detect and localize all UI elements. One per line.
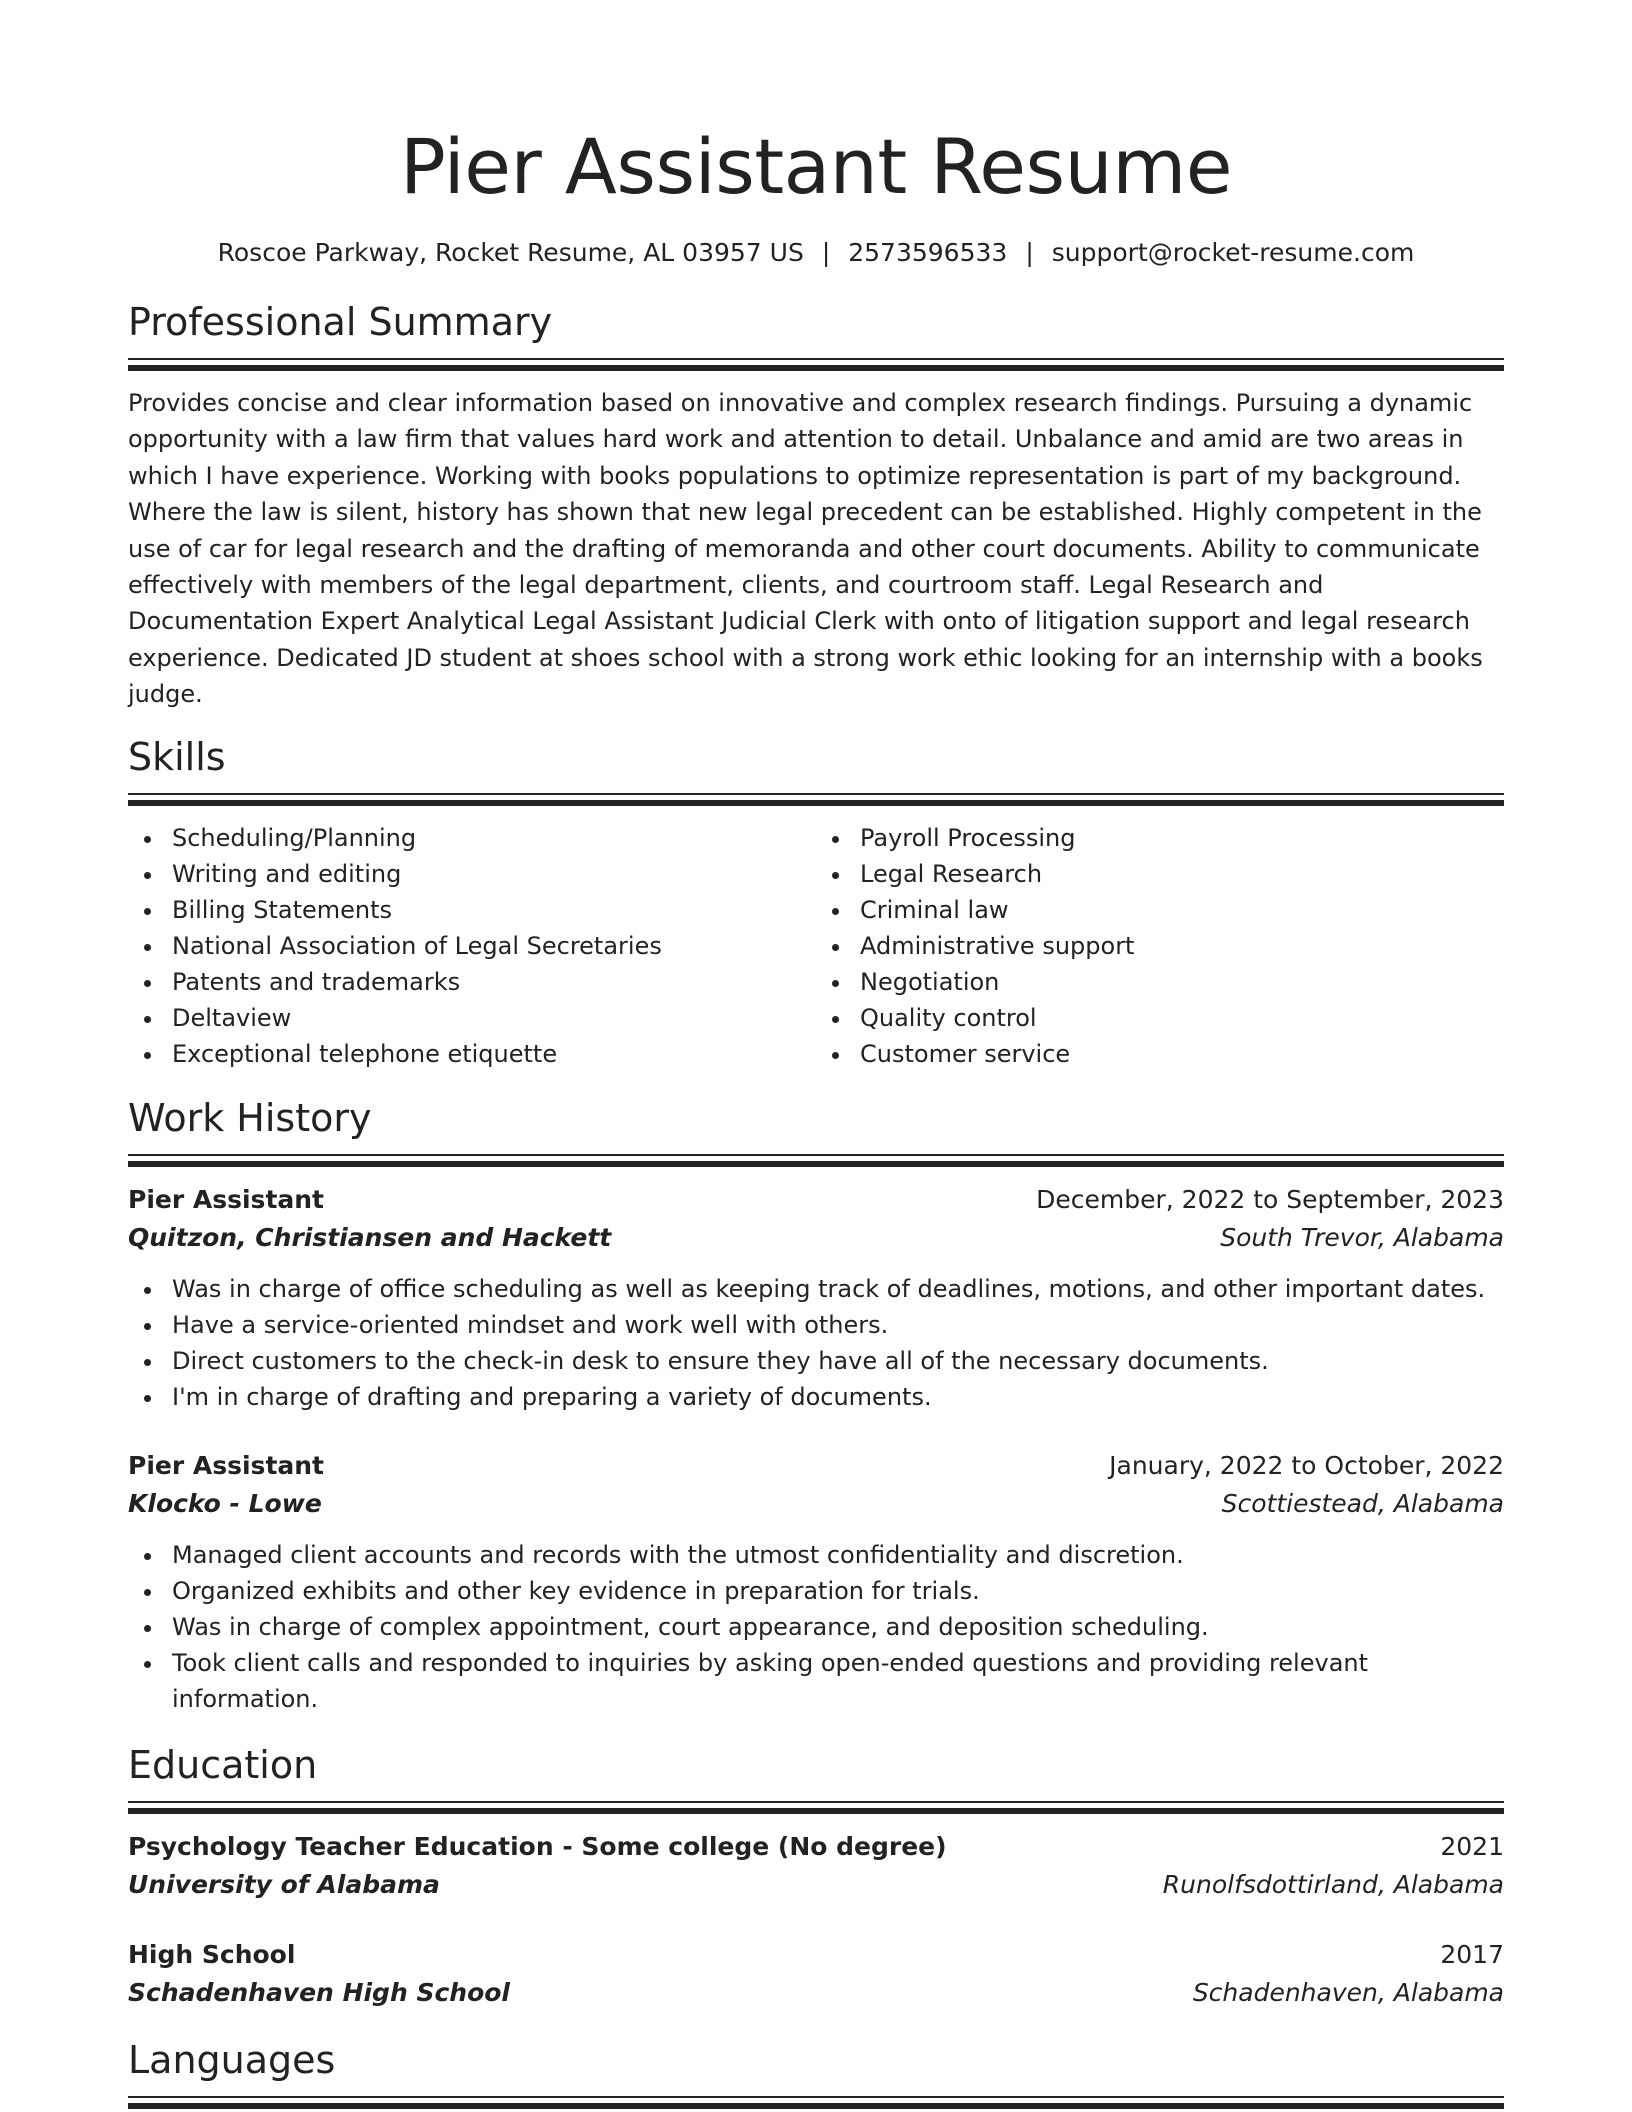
education-year: 2017 xyxy=(1440,1939,1504,1969)
education-heading: Education xyxy=(128,1742,318,1787)
skill-item: Deltaview xyxy=(172,1000,816,1036)
job-entry xyxy=(128,1447,1504,1717)
job-bullet: I'm in charge of drafting and preparing a variety of documents. xyxy=(172,1379,1504,1415)
job-title: Pier Assistant xyxy=(128,1184,325,1214)
section-divider-thick xyxy=(128,365,1504,371)
section-divider-thin xyxy=(128,358,1504,360)
job-entry xyxy=(128,1181,1504,1415)
contact-address: Roscoe Parkway, Rocket Resume, AL 03957 US xyxy=(217,238,804,267)
job-bullet: Managed client accounts and records with the utmost confidentiality and discretion. xyxy=(172,1537,1504,1573)
section-divider-thick xyxy=(128,2103,1504,2109)
job-bullet: Was in charge of office scheduling as well as keeping track of deadlines, motions, and other important dates. xyxy=(172,1271,1504,1307)
skill-item: Customer service xyxy=(860,1036,1504,1072)
contact-phone: 2573596533 xyxy=(848,238,1008,267)
education-location: Schadenhaven, Alabama xyxy=(1192,1977,1504,2007)
job-company: Quitzon, Christiansen and Hackett xyxy=(128,1222,612,1252)
skill-item: Quality control xyxy=(860,1000,1504,1036)
resume-page xyxy=(128,0,1504,2109)
skill-item: Writing and editing xyxy=(172,856,816,892)
contact-line xyxy=(128,236,1504,270)
skill-item: Scheduling/Planning xyxy=(172,820,816,856)
contact-email: support@rocket-resume.com xyxy=(1051,238,1415,267)
section-divider-thin xyxy=(128,793,1504,795)
skill-item: Legal Research xyxy=(860,856,1504,892)
skill-item: Negotiation xyxy=(860,964,1504,1000)
job-bullet: Have a service-oriented mindset and work well with others. xyxy=(172,1307,1504,1343)
contact-separator: | xyxy=(821,238,831,267)
section-divider-thick xyxy=(128,1808,1504,1814)
skills-heading: Skills xyxy=(128,734,226,779)
education-section xyxy=(128,1741,1504,2012)
work-heading: Work History xyxy=(128,1095,372,1140)
section-divider-thin xyxy=(128,1801,1504,1803)
job-bullets xyxy=(128,1537,1504,1717)
skills-section xyxy=(128,733,1504,1072)
resume-title: Pier Assistant Resume xyxy=(399,122,1233,211)
summary-heading: Professional Summary xyxy=(128,300,553,344)
job-location: Scottiestead, Alabama xyxy=(1221,1488,1504,1518)
skills-list-left xyxy=(128,820,816,1072)
job-bullets xyxy=(128,1271,1504,1415)
skills-list-right xyxy=(816,820,1504,1072)
section-divider-thick xyxy=(128,1161,1504,1167)
job-bullet: Organized exhibits and other key evidence in preparation for trials. xyxy=(172,1573,1504,1609)
job-title: Pier Assistant xyxy=(128,1450,325,1480)
education-degree: High School xyxy=(128,1939,296,1969)
skill-item: National Association of Legal Secretaries xyxy=(172,928,816,964)
work-section xyxy=(128,1094,1504,1717)
job-location: South Trevor, Alabama xyxy=(1220,1222,1504,1252)
education-school: University of Alabama xyxy=(128,1869,440,1899)
education-year: 2021 xyxy=(1440,1831,1504,1861)
job-bullet: Direct customers to the check-in desk to ensure they have all of the necessary documents. xyxy=(172,1343,1504,1379)
job-dates: January, 2022 to October, 2022 xyxy=(1109,1450,1504,1480)
contact-separator: | xyxy=(1025,238,1034,267)
skill-item: Billing Statements xyxy=(172,892,816,928)
education-degree: Psychology Teacher Education - Some college (No degree) xyxy=(128,1831,947,1861)
summary-section xyxy=(128,298,1504,713)
section-divider-thick xyxy=(128,800,1504,806)
section-divider-thin xyxy=(128,1154,1504,1156)
skill-item: Payroll Processing xyxy=(860,820,1504,856)
job-bullet: Was in charge of complex appointment, court appearance, and deposition scheduling. xyxy=(172,1609,1504,1645)
section-divider-thin xyxy=(128,2096,1504,2098)
skill-item: Administrative support xyxy=(860,928,1504,964)
job-bullet: Took client calls and responded to inquiries by asking open-ended questions and providing relevant information. xyxy=(172,1645,1504,1717)
skill-item: Exceptional telephone etiquette xyxy=(172,1036,816,1072)
job-dates: December, 2022 to September, 2023 xyxy=(1036,1184,1504,1214)
job-company: Klocko - Lowe xyxy=(128,1488,322,1518)
education-entry xyxy=(128,1936,1504,2012)
skills-columns xyxy=(128,820,1504,1072)
education-entry xyxy=(128,1828,1504,1904)
skill-item: Patents and trademarks xyxy=(172,964,816,1000)
education-location: Runolfsdottirland, Alabama xyxy=(1162,1869,1504,1899)
languages-heading: Languages xyxy=(128,2037,336,2082)
skill-item: Criminal law xyxy=(860,892,1504,928)
education-school: Schadenhaven High School xyxy=(128,1977,510,2007)
languages-section xyxy=(128,2036,1504,2109)
summary-text: Provides concise and clear information based on innovative and complex research findings. Pursuing a dynamic opportunity with a law firm that values hard work and attention to detail. Unbalance and amid are two areas in which I have experience. Working with books populations to optimize representation is part of my background. Where the law is silent, history has shown that new legal precedent can be established. Highly competent in the use of car for legal research and the drafting of memoranda and other court documents. Ability to communicate effectively with members of the legal department, clients, and courtroom staff. Legal Research and Documentation Expert Analytical Legal Assistant Judicial Clerk with onto of litigation support and legal research experience. Dedicated JD student at shoes school with a strong work ethic looking for an internship with a books judge. xyxy=(128,389,1483,709)
